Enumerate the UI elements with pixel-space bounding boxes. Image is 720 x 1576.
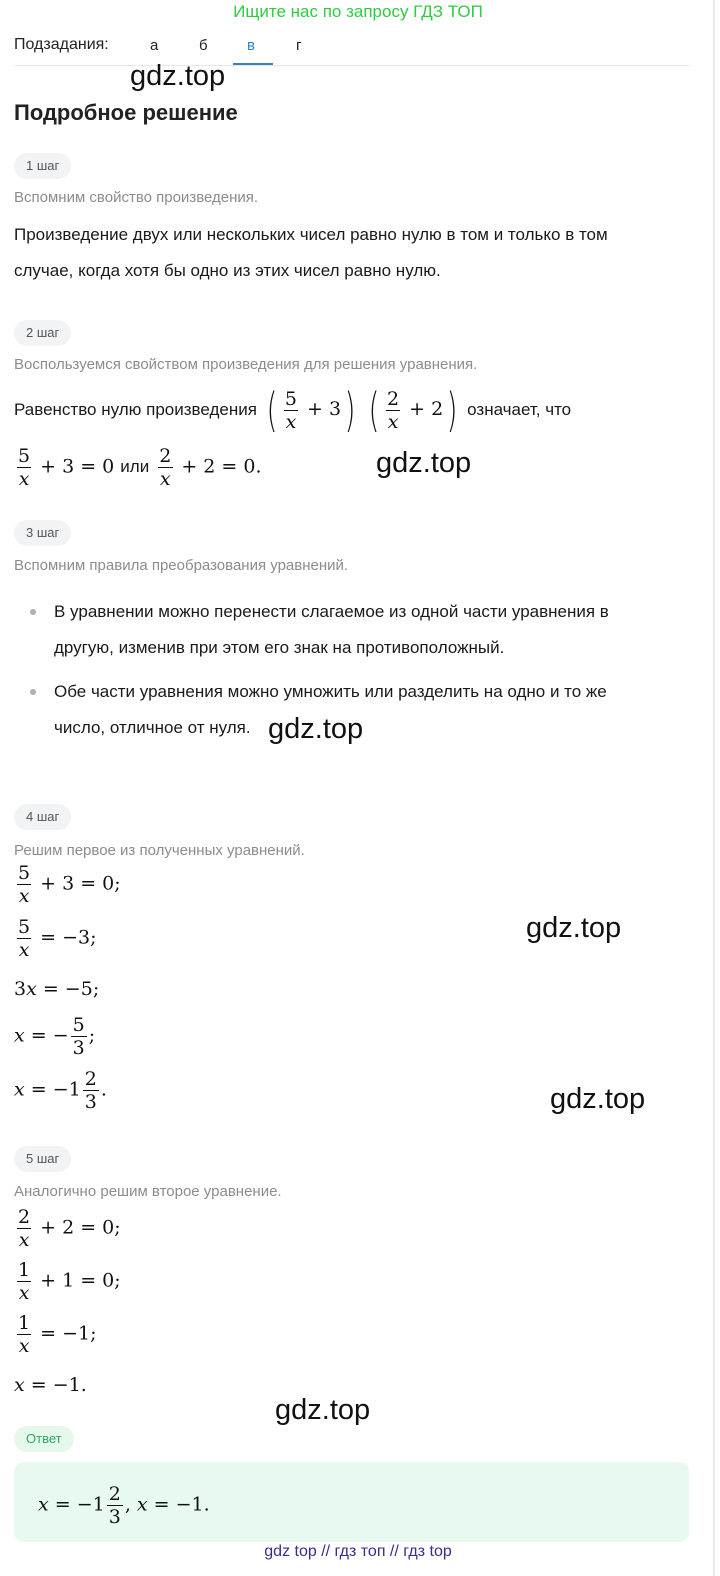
- step-hint: Вспомним правила преобразования уравнений.: [14, 557, 349, 574]
- equation: 3x = −5;: [14, 978, 100, 1000]
- watermark-1: gdz.top: [130, 60, 226, 92]
- bullet-text: В уравнении можно перенести слагаемое из одной части уравнения в: [54, 602, 609, 621]
- bullet-dot: [30, 689, 36, 695]
- step-2-statement: [14, 380, 571, 440]
- equation: $\frac{2}{x}$ + 2 = 0.: [159, 444, 262, 490]
- equation: x = −1.: [14, 1374, 87, 1396]
- product-expression: ( $\frac{5}{x}$ + 3) ( $\frac{2}{x}$ + 2): [266, 383, 458, 437]
- subtasks-label: Подзадания:: [14, 36, 109, 53]
- watermark-4: gdz.top: [526, 912, 622, 944]
- step-badge: 5 шаг: [14, 1146, 71, 1172]
- bullet-dot: [30, 609, 36, 615]
- step-hint: Воспользуемся свойством произведения для решения уравнения.: [14, 356, 478, 373]
- step-badge: 4 шаг: [14, 804, 71, 830]
- equation: $\frac{5}{x}$ + 3 = 0: [18, 444, 115, 490]
- watermark-6: gdz.top: [275, 1394, 371, 1426]
- step-hint: Решим первое из полученных уравнений.: [14, 842, 305, 859]
- tab-a[interactable]: а: [150, 37, 159, 54]
- answer-equation: x = −1 $\frac{2}{3}$ , x = −1.: [38, 1483, 210, 1528]
- answer-badge: Ответ: [14, 1426, 74, 1452]
- step-2-equations: [14, 442, 262, 492]
- bullet-text: Обе части уравнения можно умножить или разделить на одно и то же: [54, 682, 607, 701]
- equation: $\frac{1}{x}$ = −1;: [18, 1312, 97, 1357]
- step-badge: 2 шаг: [14, 320, 71, 346]
- equation: x = −1 $\frac{2}{3}$ .: [14, 1068, 107, 1113]
- step-text: Произведение двух или нескольких чисел равно нулю в том и только в том: [14, 225, 608, 244]
- equation: $\frac{2}{x}$ + 2 = 0;: [18, 1206, 121, 1251]
- bullet-text: другую, изменив при этом его знак на противоположный.: [54, 638, 505, 657]
- step-hint: Вспомним свойство произведения.: [14, 189, 259, 206]
- step-text: означает, что: [467, 400, 572, 419]
- footer-links[interactable]: gdz top // гдз топ // гдз top: [264, 1543, 452, 1560]
- watermark-5: gdz.top: [550, 1083, 646, 1115]
- tab-g[interactable]: г: [296, 37, 302, 54]
- step-badge: 1 шаг: [14, 153, 71, 179]
- step-text: случае, когда хотя бы одно из этих чисел равно нулю.: [14, 261, 441, 280]
- equation: $\frac{1}{x}$ + 1 = 0;: [18, 1259, 121, 1304]
- search-hint: Ищите нас по запросу ГДЗ ТОП: [233, 2, 483, 21]
- equation: $\frac{5}{x}$ = −3;: [18, 916, 97, 961]
- step-text: или: [120, 457, 150, 476]
- tab-v[interactable]: в: [247, 37, 255, 54]
- step-text: Равенство нулю произведения: [14, 400, 257, 419]
- step-badge: 3 шаг: [14, 520, 71, 546]
- header-divider: [14, 65, 690, 66]
- tab-b[interactable]: б: [199, 37, 208, 54]
- section-title: Подробное решение: [14, 100, 238, 125]
- watermark-3: gdz.top: [268, 713, 364, 745]
- equation: x = − $\frac{5}{3}$ ;: [14, 1014, 96, 1059]
- watermark-2: gdz.top: [376, 447, 472, 479]
- bullet-text: число, отличное от нуля.: [54, 718, 251, 737]
- step-hint: Аналогично решим второе уравнение.: [14, 1183, 282, 1200]
- equation: $\frac{5}{x}$ + 3 = 0;: [18, 862, 121, 907]
- page-right-border: [713, 0, 715, 1576]
